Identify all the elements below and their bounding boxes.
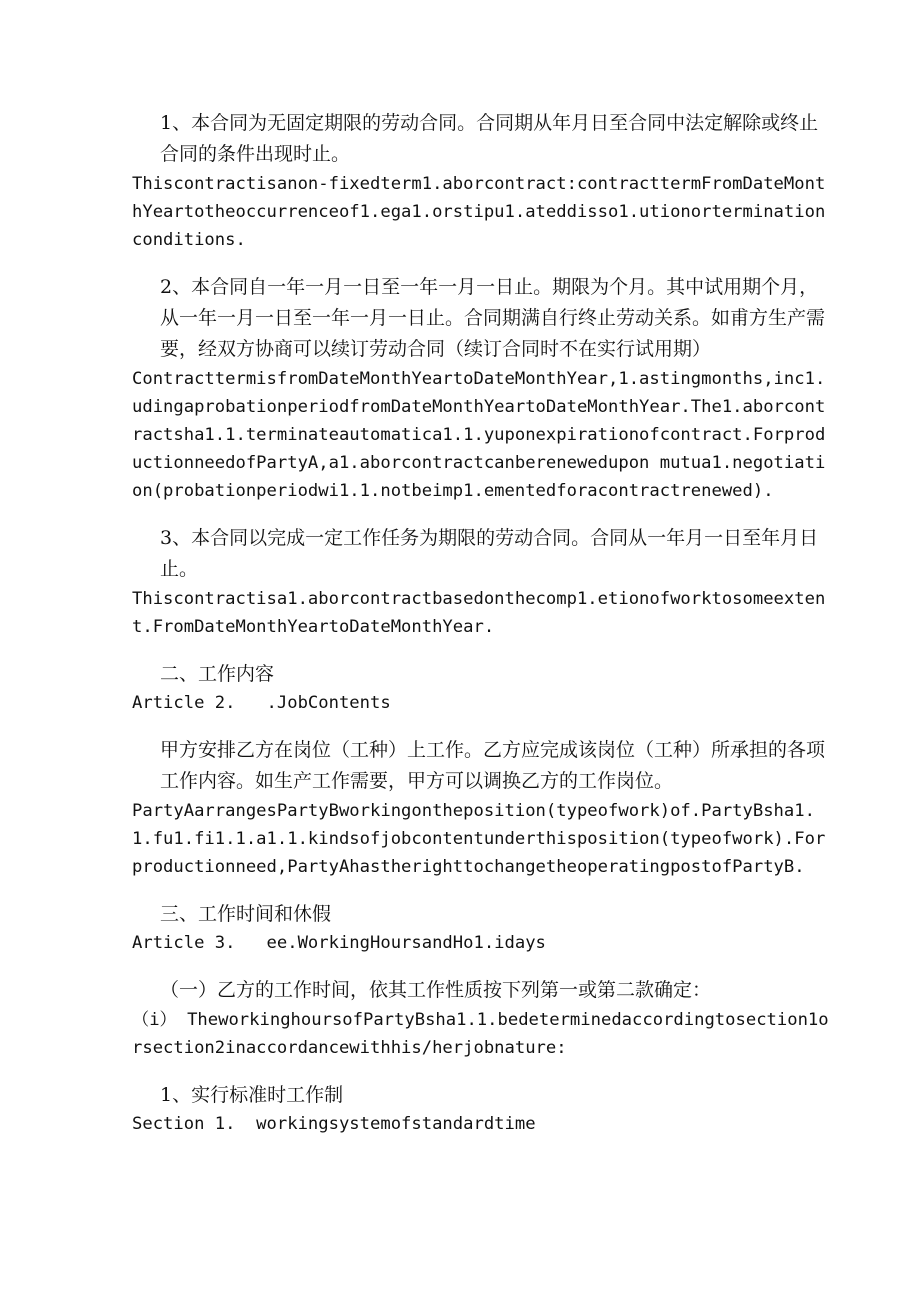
clause-3-en: Thiscontractisa1.aborcontractbasedonthecomp1.etionofworktosomeextent.FromDateMonthYeartoDateMonthYear. xyxy=(132,589,826,637)
section-1-heading-en: Section 1. workingsystemofstandardtime xyxy=(132,1114,536,1134)
clause-1-zh: 1、本合同为无固定期限的劳动合同。合同期从年月日至合同中法定解除或终止合同的条件出现时止。 xyxy=(160,112,819,165)
clause-2-zh: 2、本合同自一年一月一日至一年一月一日止。期限为个月。其中试用期个月，从一年一月一日至一年一月一日止。合同期满自行终止劳动关系。如甫方生产需要，经双方协商可以续订劳动合同（续订合同时不在实行试用期） xyxy=(160,276,826,360)
document-body xyxy=(132,108,832,1138)
article-2-body-en: PartyAarrangesPartyBworkingontheposition(typeofwork)of.PartyBsha1.1.fu1.fi1.1.a1.1.kindsofjobcontentunderthisposition(typeofwork).Forproductionneed,PartyAhastherighttochangetheoperatingpostofPartyB. xyxy=(132,801,826,877)
article-2-heading-zh: 二、工作内容 xyxy=(160,663,275,685)
article-3-sub-zh: （一）乙方的工作时间，依其工作性质按下列第一或第二款确定： xyxy=(160,979,712,1001)
clause-1-en: Thiscontractisanon-fixedterm1.aborcontract:contracttermFromDateMonthYeartotheoccurrenceof1.ega1.orstipu1.ateddisso1.utionorterminationconditions. xyxy=(132,174,826,250)
article-3-sub-en: （i） TheworkinghoursofPartyBsha1.1.bedeterminedaccordingtosection1orsection2inaccordancewithhis/herjobnature: xyxy=(132,1010,829,1058)
article-3-heading-en: Article 3. ee.WorkingHoursandHo1.idays xyxy=(132,933,546,953)
clause-3-zh: 3、本合同以完成一定工作任务为期限的劳动合同。合同从一年月一日至年月日止。 xyxy=(160,527,819,580)
article-2-heading-en: Article 2. .JobContents xyxy=(132,693,391,713)
clause-2-en: ContracttermisfromDateMonthYeartoDateMonthYear,1.astingmonths,inc1.udingaprobationperiodfromDateMonthYeartoDateMonthYear.The1.aborcontractsha1.1.terminateautomatica1.1.yuponexpirationofcontract.ForproductionneedofPartyA,a1.aborcontractcanberenewedupon mutua1.negotiation(probationperiodwi1.1.notbeimp1.ementedforacontractrenewed). xyxy=(132,369,826,501)
section-1-heading-zh: 1、实行标准时工作制 xyxy=(160,1084,344,1106)
article-2-body-zh: 甲方安排乙方在岗位（工种）上工作。乙方应完成该岗位（工种）所承担的各项工作内容。如生产工作需要，甲方可以调换乙方的工作岗位。 xyxy=(160,739,826,792)
article-3-heading-zh: 三、工作时间和休假 xyxy=(160,903,332,925)
